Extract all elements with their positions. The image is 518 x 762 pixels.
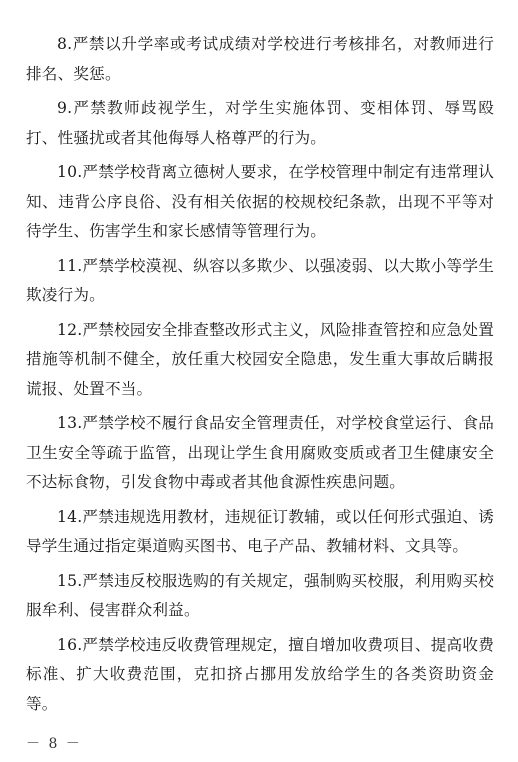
clause-16: 16.严禁学校违反收费管理规定，擅自增加收费项目、提高收费标准、扩大收费范围，克扣挤占挪用发放给学生的各类资助资金等。 bbox=[26, 635, 494, 713]
clause-8: 8.严禁以升学率或考试成绩对学校进行考核排名，对教师进行排名、奖惩。 bbox=[26, 35, 494, 83]
document-body bbox=[26, 30, 494, 724]
clause-11: 11.严禁学校漠视、纵容以多欺少、以强凌弱、以大欺小等学生欺凌行为。 bbox=[26, 256, 494, 304]
clause-9: 9.严禁教师歧视学生，对学生实施体罚、变相体罚、辱骂殴打、性骚扰或者其他侮辱人格尊严的行为。 bbox=[26, 99, 494, 147]
clause-15: 15.严禁违反校服选购的有关规定，强制购买校服，利用购买校服牟利、侵害群众利益。 bbox=[26, 571, 494, 619]
clause-10: 10.严禁学校背离立德树人要求，在学校管理中制定有违常理认知、违背公序良俗、没有相关依据的校规校纪条款，出现不平等对待学生、伤害学生和家长感情等管理行为。 bbox=[26, 163, 494, 240]
clause-14: 14.严禁违规选用教材，违规征订教辅，或以任何形式强迫、诱导学生通过指定渠道购买图书、电子产品、教辅材料、文具等。 bbox=[26, 507, 494, 555]
page-number: － 8 － bbox=[26, 736, 82, 752]
clause-13: 13.严禁学校不履行食品安全管理责任，对学校食堂运行、食品卫生安全等疏于监管，出现让学生食用腐败变质或者卫生健康安全不达标食物，引发食物中毒或者其他食源性疾患问题。 bbox=[26, 414, 494, 491]
clause-12: 12.严禁校园安全排查整改形式主义，风险排查管控和应急处置措施等机制不健全，放任重大校园安全隐患，发生重大事故后瞒报谎报、处置不当。 bbox=[26, 320, 494, 398]
